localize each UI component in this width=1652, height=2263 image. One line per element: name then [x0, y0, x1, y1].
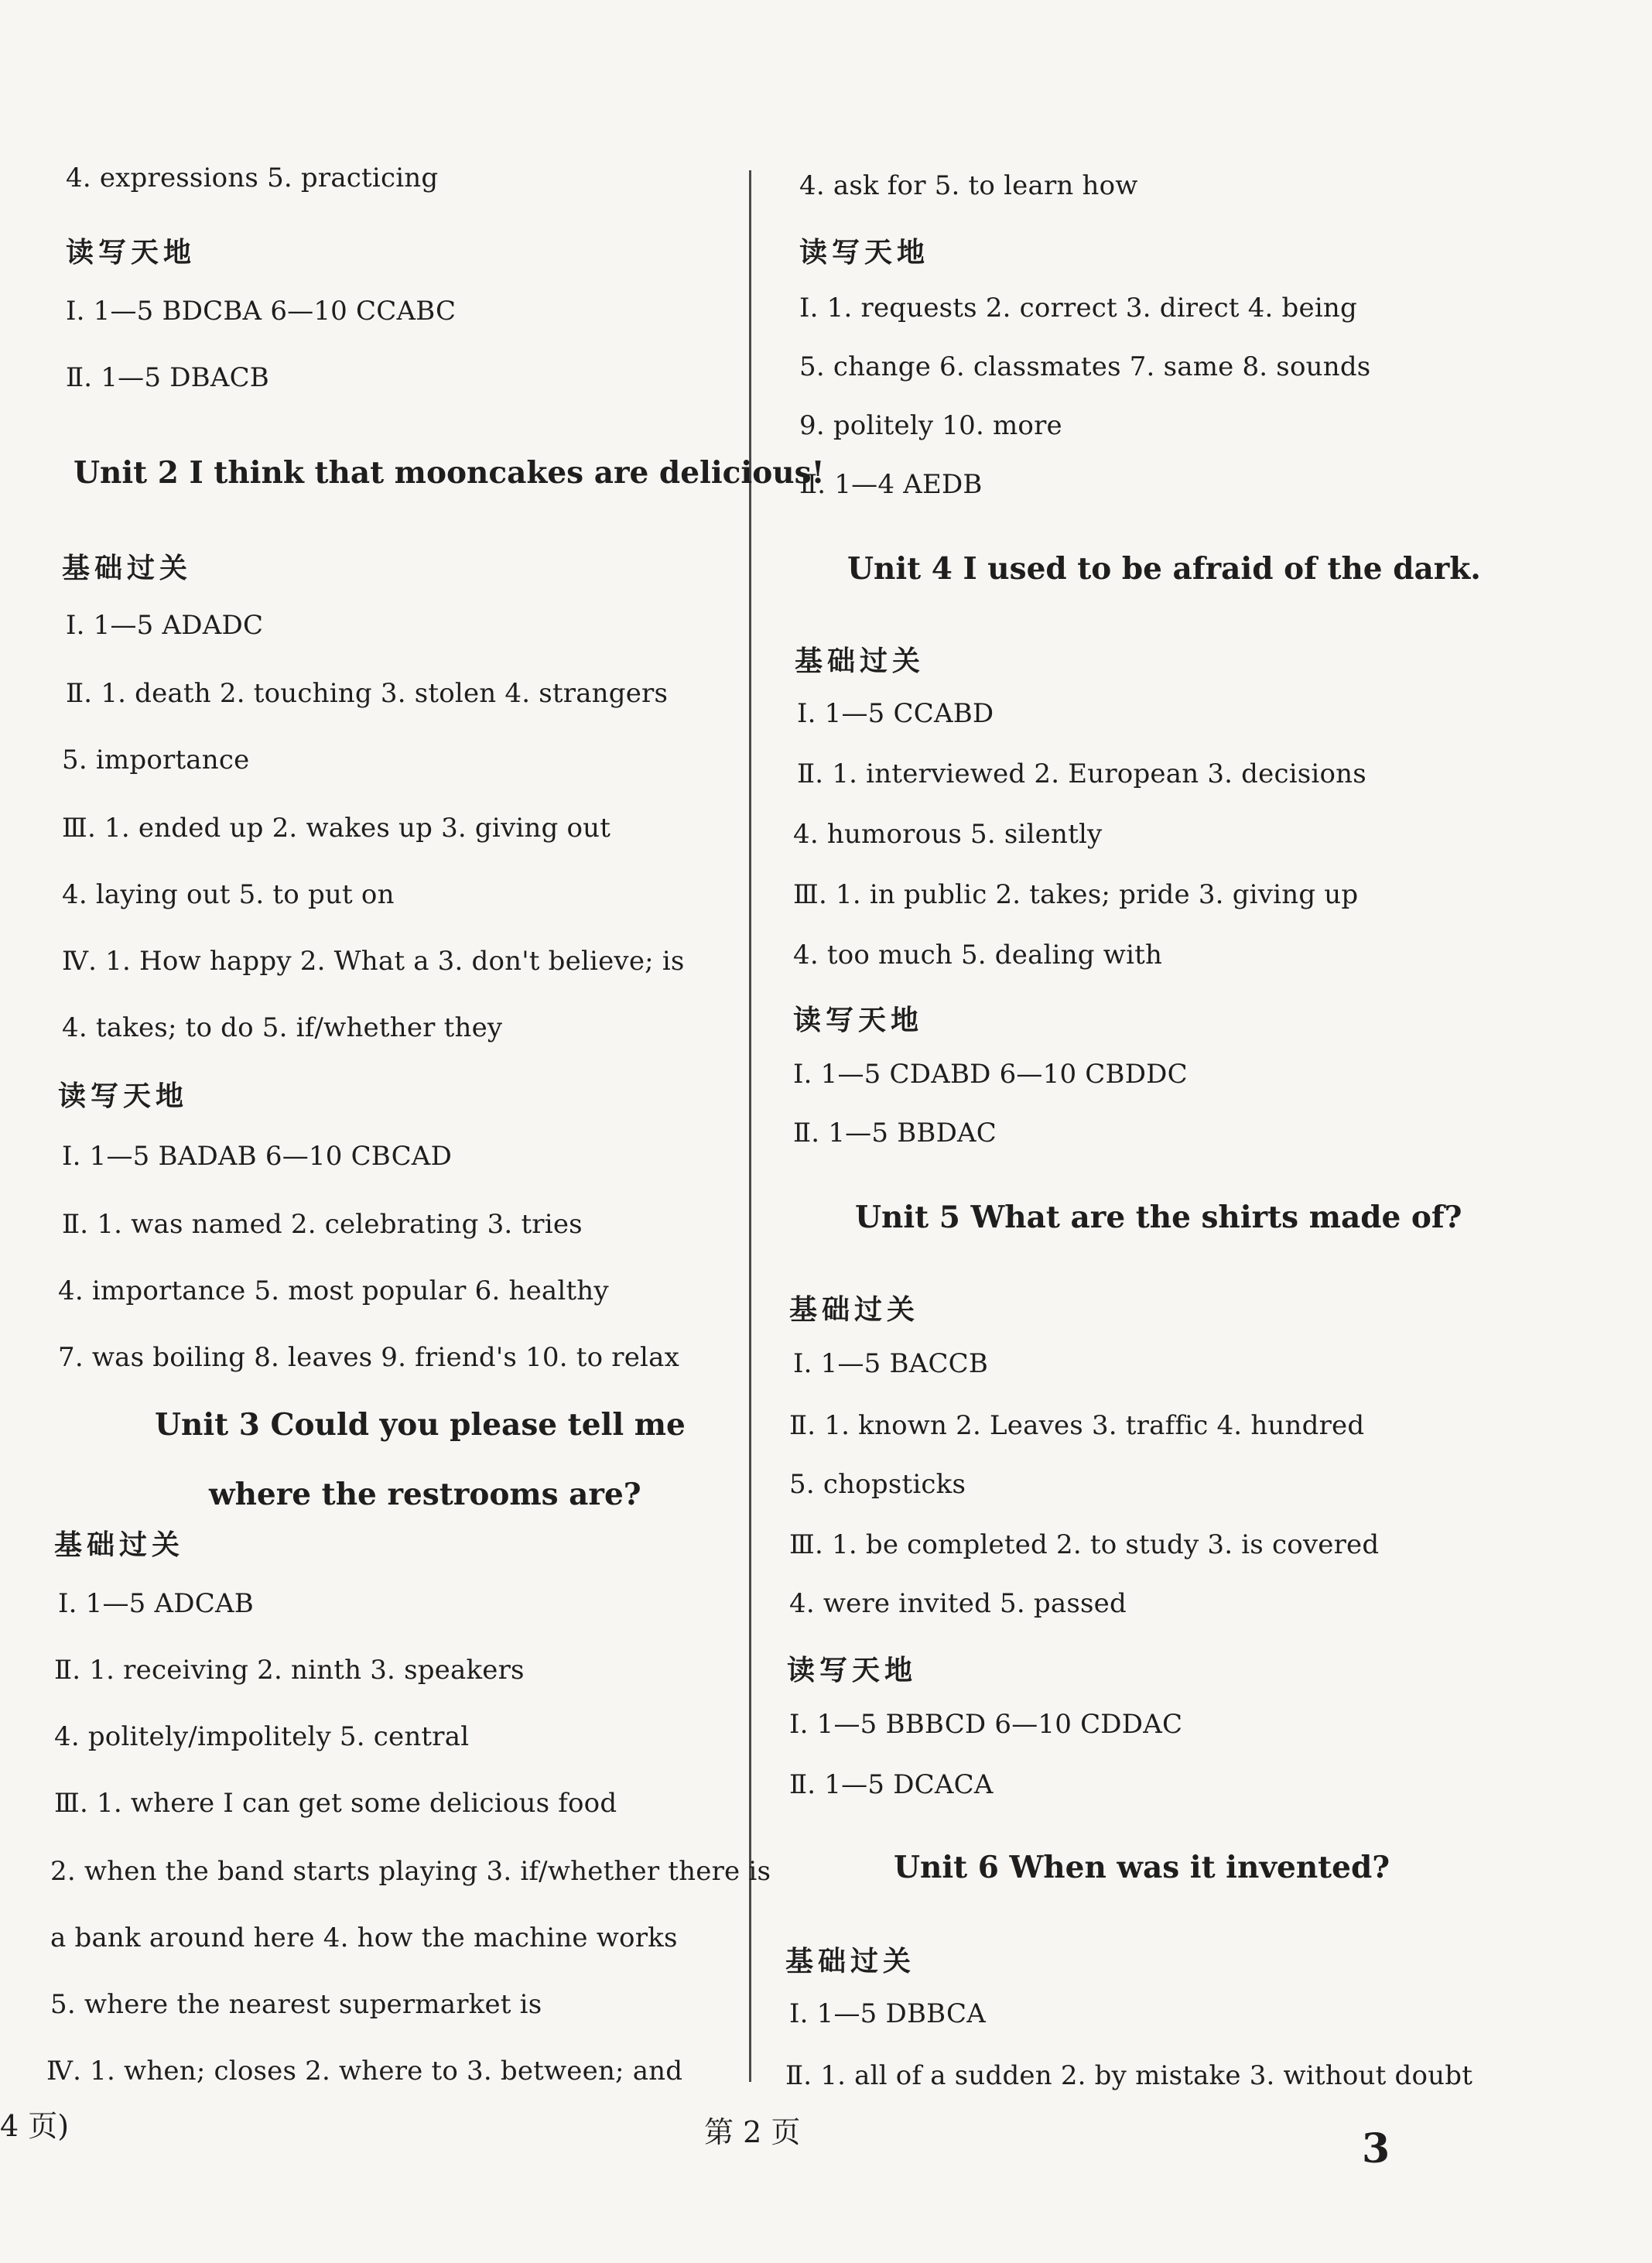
section-heading: 读写天地: [58, 1080, 189, 1112]
section-heading: 读写天地: [66, 237, 197, 269]
answer-line: Ⅱ. 1—5 BBDAC: [793, 1118, 997, 1149]
answer-line: Ⅰ. 1—5 CCABD: [797, 698, 994, 729]
answer-line: Ⅲ. 1. in public 2. takes; pride 3. giving up: [793, 879, 1359, 910]
answer-line: Ⅱ. 1. death 2. touching 3. stolen 4. strangers: [66, 678, 669, 709]
answer-line: 4. laying out 5. to put on: [62, 879, 395, 910]
answer-line: Ⅰ. 1. requests 2. correct 3. direct 4. being: [799, 293, 1357, 324]
answer-line: Ⅱ. 1. known 2. Leaves 3. traffic 4. hundred: [789, 1410, 1365, 1441]
unit-title: Unit 3 Could you please tell me: [155, 1407, 686, 1443]
answer-line: Ⅲ. 1. where I can get some delicious food: [54, 1788, 617, 1819]
unit-title: Unit 6 When was it invented?: [894, 1850, 1390, 1885]
section-heading: 基础过关: [62, 553, 193, 584]
answer-line: Ⅳ. 1. when; closes 2. where to 3. between; and: [46, 2056, 683, 2087]
answer-line: Ⅰ. 1—5 BACCB: [793, 1348, 989, 1379]
answer-line: a bank around here 4. how the machine works: [50, 1922, 678, 1953]
answer-line: Ⅰ. 1—5 ADADC: [66, 610, 264, 641]
unit-title: Unit 4 I used to be afraid of the dark.: [847, 551, 1481, 587]
unit-title-continued: where the restrooms are?: [209, 1477, 641, 1512]
answer-line: 9. politely 10. more: [799, 410, 1062, 441]
section-heading: 基础过关: [785, 1946, 916, 1977]
answer-line: Ⅰ. 1—5 DBBCA: [789, 1998, 986, 2029]
answer-line: Ⅰ. 1—5 ADCAB: [58, 1588, 254, 1619]
answer-line: 5. chopsticks: [789, 1469, 966, 1500]
footer-page-label: 第 2 页: [704, 2115, 801, 2149]
answer-line: 4. expressions 5. practicing: [66, 163, 439, 193]
unit-title: Unit 5 What are the shirts made of?: [855, 1200, 1462, 1235]
answer-line: Ⅰ. 1—5 BADAB 6—10 CBCAD: [62, 1141, 453, 1172]
unit-title: Unit 2 I think that mooncakes are delicious!: [74, 455, 825, 491]
answer-line: 5. change 6. classmates 7. same 8. sounds: [799, 351, 1371, 382]
answer-line: 4. importance 5. most popular 6. healthy: [58, 1275, 609, 1306]
answer-line: Ⅳ. 1. How happy 2. What a 3. don't believe; is: [62, 946, 685, 977]
answer-line: 2. when the band starts playing 3. if/whether there is: [50, 1856, 771, 1887]
answer-line: Ⅰ. 1—5 CDABD 6—10 CBDDC: [793, 1059, 1188, 1090]
answer-line: 7. was boiling 8. leaves 9. friend's 10. to relax: [58, 1342, 679, 1373]
answer-line: 4. were invited 5. passed: [789, 1588, 1127, 1619]
section-heading: 基础过关: [789, 1294, 920, 1326]
footer-left-fragment: 4 页): [0, 2109, 70, 2143]
answer-line: 4. politely/impolitely 5. central: [54, 1721, 470, 1752]
answer-line: Ⅲ. 1. be completed 2. to study 3. is covered: [789, 1529, 1380, 1560]
section-heading: 读写天地: [787, 1655, 918, 1686]
answer-line: Ⅱ. 1—5 DBACB: [66, 362, 269, 393]
answer-line: 5. importance: [62, 745, 250, 775]
answer-line: 4. ask for 5. to learn how: [799, 170, 1138, 201]
answer-line: Ⅱ. 1. receiving 2. ninth 3. speakers: [54, 1655, 525, 1686]
section-heading: 读写天地: [799, 237, 930, 269]
answer-line: Ⅰ. 1—5 BDCBA 6—10 CCABC: [66, 296, 457, 327]
answer-line: Ⅱ. 1. was named 2. celebrating 3. tries: [62, 1209, 583, 1240]
answer-line: Ⅰ. 1—5 BBBCD 6—10 CDDAC: [789, 1709, 1183, 1740]
section-heading: 基础过关: [54, 1529, 185, 1561]
answer-line: 4. humorous 5. silently: [793, 819, 1103, 850]
answer-line: Ⅱ. 1—5 DCACA: [789, 1769, 994, 1800]
answer-line: Ⅱ. 1. all of a sudden 2. by mistake 3. without doubt: [785, 2060, 1473, 2091]
section-heading: 读写天地: [793, 1005, 924, 1036]
answer-line: Ⅲ. 1. ended up 2. wakes up 3. giving out: [62, 813, 611, 844]
answer-line: 4. too much 5. dealing with: [793, 940, 1163, 971]
answer-line: Ⅱ. 1—4 AEDB: [799, 469, 983, 500]
page-number: 3: [1362, 2125, 1390, 2172]
answer-line: 4. takes; to do 5. if/whether they: [62, 1012, 503, 1043]
section-heading: 基础过关: [795, 645, 925, 677]
answer-line: Ⅱ. 1. interviewed 2. European 3. decisions: [797, 758, 1366, 789]
answer-line: 5. where the nearest supermarket is: [50, 1989, 542, 2020]
